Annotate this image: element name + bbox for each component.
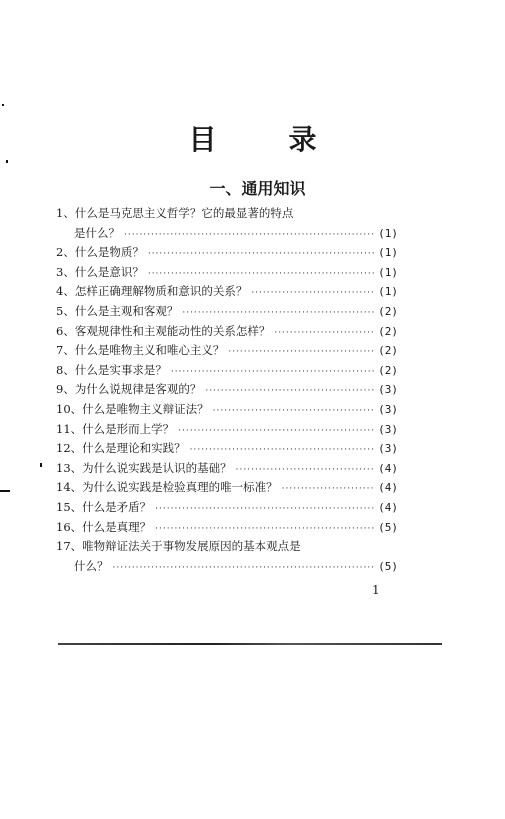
toc-entry	[56, 243, 398, 263]
scan-mark	[6, 160, 8, 163]
toc-entry-text: 什么？	[74, 558, 109, 573]
toc-entry	[56, 459, 398, 479]
toc-entry-text: 4、怎样正确理解物质和意识的关系？	[56, 284, 248, 299]
toc-entry-page: (3)	[378, 442, 398, 456]
toc-entry	[56, 204, 398, 224]
toc-entry-text: 14、为什么说实践是检验真理的唯一标准？	[56, 480, 278, 495]
toc-entry-text: 13、为什么说实践是认识的基础？	[56, 460, 232, 475]
toc-entry-text: 16、什么是真理？	[56, 519, 152, 534]
toc-entry-text: 是什么？	[74, 225, 120, 240]
toc-leader-dots	[124, 226, 374, 246]
toc-entry-text: 15、什么是矛盾？	[56, 499, 152, 514]
toc-leader-dots	[213, 402, 374, 422]
toc-entry	[56, 302, 398, 322]
toc-entry-page: (4)	[378, 500, 398, 514]
toc-entry-text: 12、什么是理论和实践？	[56, 441, 186, 456]
table-of-contents	[56, 204, 398, 576]
toc-entry-text: 7、什么是唯物主义和唯心主义？	[56, 343, 225, 358]
toc-entry-page: (3)	[378, 402, 398, 416]
toc-entry-page: (5)	[378, 559, 398, 573]
toc-entry-page: (5)	[378, 520, 398, 534]
toc-entry-text: 1、什么是马克思主义哲学？它的最显著的特点	[56, 206, 294, 220]
page-number: 1	[372, 583, 380, 597]
toc-leader-dots	[155, 500, 374, 520]
toc-entry-page: (1)	[378, 246, 398, 260]
toc-leader-dots	[113, 559, 375, 579]
toc-entry	[56, 498, 398, 518]
toc-entry-page: (4)	[378, 481, 398, 495]
toc-entry	[56, 341, 398, 361]
toc-leader-dots	[148, 245, 374, 265]
toc-entry	[56, 400, 398, 420]
toc-entry-text: 5、什么是主观和客观？	[56, 303, 179, 318]
toc-entry-page: (4)	[378, 461, 398, 475]
scan-mark	[0, 490, 10, 492]
toc-leader-dots	[228, 343, 374, 363]
toc-entry-text: 17、唯物辩证法关于事物发展原因的基本观点是	[56, 539, 301, 554]
toc-entry-page: (2)	[378, 363, 398, 377]
toc-entry	[56, 282, 398, 302]
toc-entry	[56, 557, 398, 577]
toc-leader-dots	[274, 324, 374, 344]
toc-entry	[56, 380, 398, 400]
bottom-rule	[58, 643, 442, 645]
toc-entry-page: (3)	[378, 383, 398, 397]
toc-entry-page: (2)	[378, 344, 398, 358]
toc-entry	[56, 224, 398, 244]
toc-leader-dots	[178, 422, 374, 442]
toc-entry-text: 8、什么是实事求是？	[56, 362, 167, 377]
toc-entry	[56, 478, 398, 498]
toc-entry-text: 2、什么是物质？	[56, 245, 144, 260]
toc-entry-page: (2)	[378, 304, 398, 318]
scan-mark	[40, 463, 42, 467]
page-title: 目 录	[188, 123, 339, 156]
toc-entry	[56, 518, 398, 538]
toc-entry-page: (1)	[378, 226, 398, 240]
toc-entry-page: (2)	[378, 324, 398, 338]
toc-leader-dots	[205, 382, 374, 402]
toc-entry-text: 6、客观规律性和主观能动性的关系怎样？	[56, 323, 271, 338]
scan-mark	[2, 104, 4, 106]
toc-leader-dots	[251, 284, 374, 304]
toc-entry	[56, 537, 398, 557]
toc-entry	[56, 322, 398, 342]
toc-entry	[56, 420, 398, 440]
toc-entry	[56, 361, 398, 381]
toc-entry	[56, 263, 398, 283]
toc-entry	[56, 439, 398, 459]
toc-entry-text: 10、什么是唯物主义辩证法？	[56, 401, 209, 416]
toc-entry-text: 11、什么是形而上学？	[56, 421, 175, 436]
section-heading: 一、通用知识	[209, 179, 306, 198]
toc-entry-page: (3)	[378, 422, 398, 436]
toc-leader-dots	[282, 480, 374, 500]
toc-entry-page: (1)	[378, 285, 398, 299]
toc-entry-page: (1)	[378, 265, 398, 279]
toc-entry-text: 3、什么是意识？	[56, 264, 144, 279]
toc-entry-text: 9、为什么说规律是客观的？	[56, 382, 202, 397]
